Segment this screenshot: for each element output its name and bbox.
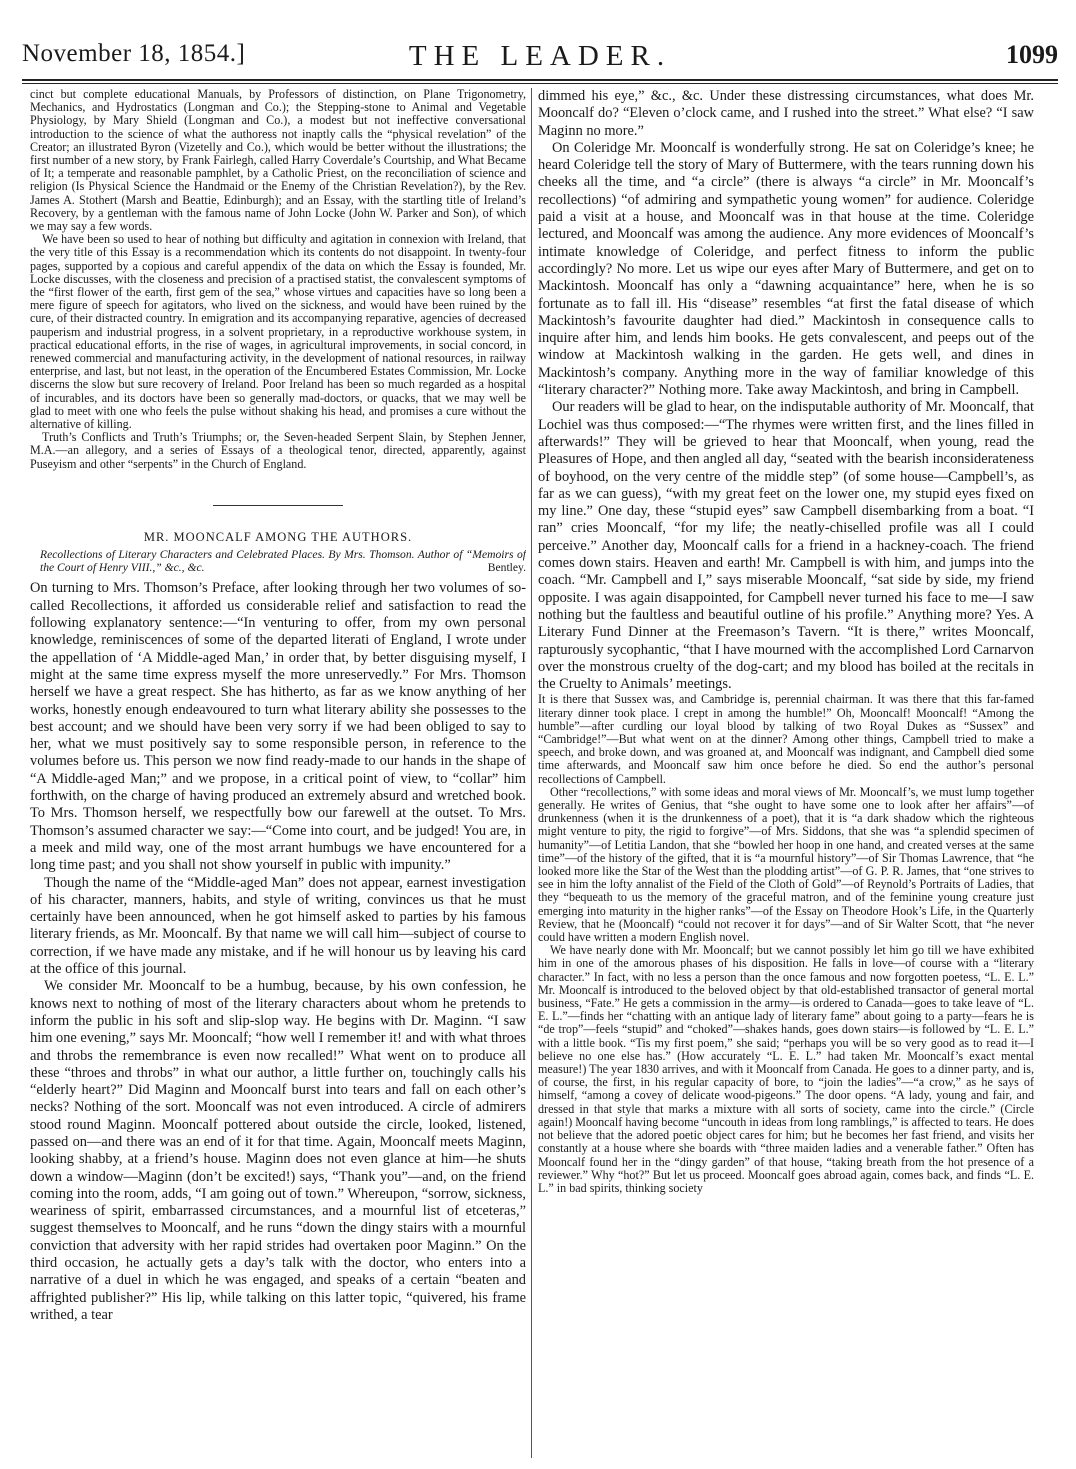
- article-paragraph: We have nearly done with Mr. Mooncalf; but we cannot possibly let him go till we have exhibited him in one of the amorous phases of his disposition. He falls in love—of course with a “literary character.” In fact, with no less a person than the once famous and now forgotten poetess, “L. E. L.” Mr. Mooncalf is introduced to the beloved object by that old-established transactor of general mortal business, “Fate.” He gets a commission in the army—is ordered to Canada—goes to take leave of “L. E. L.”—finds her “chatting with an antique lady of literary fame” about going to a party—fears he is “de trop”—feels “stupid” and “choked”—shakes hands, goes down stairs—is followed by “L. E. L.” with a little book. “Tis my first poem,” she said; “perhaps you will be so very good as to read it—I believe no one else has.” (How accurately “L. E. L.” had taken Mr. Mooncalf’s exact mental measure!) The year 1830 arrives, and with it Mooncalf from Canada. He goes to a dinner party, and is, of course, the first, in his regular capacity of bore, to “join the ladies”—“a crow,” as he says of himself, “among a covey of delicate wood-pigeons.” The door opens. “A lady, young and fair, and dressed in that style that marks a mixture with all sorts of society, came into the circle.” (Circle again!) Mooncalf having become “uncouth in ideas from long ramblings,” is affected to tears. He does not believe that the adored poetic object cares for him; but he becomes her fast friend, and visits her constantly at a house where she boards with “three maiden ladies and a venerable father.” Often has Mooncalf found her in the “dingy garden” of that house, “taking breath from the hot presence of a reviewer.” Why “hot?” But let us proceed. Mooncalf goes abroad again, comes back, and finds “L. E. L.” in bad spirits, thinking society: [538, 943, 1034, 1195]
- review-title-line: Recollections of Literary Characters and Celebrated Places. By Mrs. Thomson. Author of “Memoirs of the Court of Henry VIII.,” &c., &c.: [40, 547, 526, 574]
- review-citation: [30, 549, 526, 575]
- masthead: [22, 38, 1058, 78]
- book-notices: [30, 88, 526, 471]
- notice-paragraph: We have been so used to hear of nothing but difficulty and agitation in connexion with Ireland, that the very title of this Essay is a recommendation which its contents do not disappoint. In twenty-four pages, supported by a copious and careful appendix of the data on which the Essay is founded, Mr. Locke discusses, with the closeness and precision of a practised statist, the convalescent symptoms of the “first flower of the earth, first gem of the sea,” whose virtues and capacities have so long been a mere figure of speech for agitators, who lived on the sickness, and would have been ruined by the cure, of their distracted country. In emigration and its accompanying reparative, agencies of decreased pauperism and industrial progress, in a solvent proprietary, in a reproductive workhouse system, in practical educational efforts, in the rise of wages, in agricultural improvements, in social concord, in renewed commercial and manufacturing activity, in the development of national resources, in railway enterprise, and last, but not least, in the operation of the Encumbered Estates Commission, Mr. Locke discerns the slow but sure recovery of Ireland. Poor Ireland has been so much regarded as a hospital of incurables, and its doctors have been so generally mad-doctors, or quacks, that we may well be glad to meet with one who feels the pulse without shaking his head, and promises a cure without the alternative of killing.: [30, 232, 526, 432]
- article-paragraph: Other “recollections,” with some ideas and moral views of Mr. Mooncalf’s, we must lump together generally. He writes of Genius, that “she ought to have some one to look after her affairs”—of drunkenness (when it is the drunkenness of a poet), that it is “a dark shadow which the righteous might venture to pity, the rigid to forgive”—of Mrs. Siddons, that she was “a splendid specimen of humanity”—of Letitia Landon, that she “bowled her hoop in one hand, and created verses at the same time”—of the history of the gifted, that it is “a mournful history”—of Sir Thomas Lawrence, that “he looked more like the Star of the West than the plodding artist”—of G. P. R. James, that “one strives to see in him the lofty annalist of the Field of the Cloth of Gold”—of Reynold’s Portraits of Ladies, that they “bequeath to us the memory of the graceful matron, and of the feminine young creature just emerging into maturity in the higher ranks”—of the Essay on Theodore Hook’s Life, in the Quarterly Review, that he (Mooncalf) “could not recover it for days”—and of Sir Walter Scott, that “he never could have written a modern English novel.: [538, 784, 1034, 945]
- notice-paragraph: Truth’s Conflicts and Truth’s Triumphs; or, the Seven-headed Serpent Slain, by Stephen Jenner, M.A.—an allegory, and a series of Essays of a theological tenor, directed, apparently, against Puseyism and other “serpents” in the Church of England.: [30, 430, 526, 471]
- article-paragraph: dimmed his eye,” &c., &c. Under these distressing circumstances, what does Mr. Mooncalf do? “Eleven o’clock came, and I rushed into the street.” What else? “I saw Maginn no more.”: [538, 88, 1034, 139]
- page-number: 1099: [1006, 40, 1058, 69]
- article-paragraph: On turning to Mrs. Thomson’s Preface, after looking through her two volumes of so-called Recollections, it afforded us considerable relief and satisfaction to read the following explanatory sentence:—“In venturing to offer, from my own personal knowledge, reminiscences of some of the departed literati of England, I wrote under the appellation of ‘A Middle-aged Man,’ in order that, by better disguising myself, I might at the same time express myself the more unreservedly.” For Mrs. Thomson herself we have a great respect. She has hitherto, as far as we know anything of her works, honestly enough endeavoured to turn what literary ability she possesses to the best account; and we should have been very sorry if we had been obliged to say to her, what we must positively say to some responsible person, in reference to the volumes before us. This person we now find ready-made to our hands in the shape of “A Middle-aged Man;” and we propose, in a critical point of view, to “collar” him forthwith, on the charge of having produced an extremely absurd and wretched book. To Mrs. Thomson herself, we respectfully bow our farewell at the outset. To Mrs. Thomson’s assumed character we say:—“Come into court, and be judged! You are, in a meek and mild way, one of the most arrant humbugs we have encountered for a long time past; and you shall not show yourself in public with impunity.”: [30, 580, 526, 874]
- section-separator: [213, 505, 343, 506]
- masthead-rule-thin: [22, 83, 1058, 84]
- issue-date: November 18, 1854.]: [22, 40, 246, 67]
- article-paragraph: It is there that Sussex was, and Cambridge is, perennial chairman. It was there that this far-famed literary dinner took place. I crept in among the humble!” Oh, Mooncalf! Mooncalf! “Among the humble”—after curdling our loyal blood by talking of two Royal Dukes as “Sussex” and “Cambridge!”—But what went on at the dinner? Among other things, Campbell tried to make a speech, and broke down, and was groaned at, and Mooncalf was indignant, and Campbell died some time afterwards, and Mooncalf saw him once before he died. So end the author’s personal recollections of Campbell.: [538, 692, 1034, 786]
- masthead-rule-thick: [22, 79, 1058, 81]
- column-divider: [531, 88, 532, 1458]
- newspaper-title: THE LEADER.: [408, 40, 672, 72]
- article-body-right: [538, 88, 1034, 693]
- notice-paragraph: cinct but complete educational Manuals, by Professors of distinction, on Plane Trigonometry, Mechanics, and Hydrostatics (Longman and Co.); the Stepping-stone to Animal and Vegetable Physiology, by Mary Shield (Longman and Co.), a modest but not ineffective conversational introduction to the science of what the authoress not inaptly calls the “physical revelation” of the Creator; an illustrated Byron (Vizetelly and Co.), which would be better without the illustrations; the first number of a new story, by Frank Fairlegh, called Harry Coverdale’s Courtship, and What Became of It; a temperate and reasonable pamphlet, by a Catholic Priest, on the reconciliation of science and religion (Is Physical Science the Handmaid or the Enemy of the Christian Revelation?), by the Rev. James A. Stothert (Marsh and Beattie, Edinburgh); and an Essay, with the startling title of Ireland’s Recovery, by a gentleman with the famous name of John Locke (John W. Parker and Son), of which we may say a few words.: [30, 88, 526, 234]
- article-paragraph: We consider Mr. Mooncalf to be a humbug, because, by his own confession, he knows next to nothing of most of the literary characters about whom he pretends to inform the public in his soft and slip-slop way. He begins with Dr. Maginn. “I saw him one evening,” says Mr. Mooncalf; “how well I remember it! and with what throes and throbs the remembrance is even now recalled!” What went on to produce all these “throes and throbs” in what our author, a little further on, touchingly calls his “elderly heart?” Did Maginn and Mooncalf burst into tears and fall on each other’s necks? Nothing of the sort. Mooncalf was not even introduced. A circle of admirers stood round Maginn. Mooncalf pottered about outside the circle, looked, listened, passed on—and there was an end of it for that time. Again, Mooncalf meets Maginn, looking shabby, at a friend’s house. Maginn does not even glance at him—he shuts down a window—Maginn (don’t be excited!) says, “Thank you”—and, on the friend coming into the room, adds, “I am going out of town.” Whereupon, “sorrow, sickness, weariness of spirit, embarrassed circumstances, and a mournful list of etceteras,” suggest themselves to Mooncalf, and he runs “down the dingy stairs with a mournful conviction that adversity with her rapid strides had overtaken poor Maginn.” On the third occasion, he actually gets a day’s talk with the doctor, who enters into a narrative of a duel in which he was engaged, and speaks of a certain “beaten and affrighted publisher?” His lip, while talking on this latter topic, “quivered, his frame writhed, a tear: [30, 978, 526, 1323]
- left-column: [30, 88, 526, 1460]
- article-paragraph: Our readers will be glad to hear, on the indisputable authority of Mr. Mooncalf, that Lochiel was thus composed:—“The rhymes were written first, and the lines filled in afterwards!” They will be grieved to hear that Mooncalf, when young, read the Pleasures of Hope, and then angled all day, “seated with the bearish inconsiderateness of boyhood, on the very centre of the middle step” (of some house—Campbell’s, as far as we can guess), “with my great feet on the lower one, my stupid eyes fixed on my line.” One day, these “stupid eyes” saw Campbell disembarking from a boat. “I ran” cries Mooncalf, “for my life; the neatly-chiselled profile was all I could perceive.” Another day, Mooncalf calls for a friend in a hackney-coach. The friend comes down stairs. Heaven and earth! Mr. Campbell is with him, and jumps into the coach. “Mr. Campbell and I,” says miserable Mooncalf, “sat side by side, my friend opposite. I was again disappointed, for Campbell never turned his face to me—I saw nothing but the faultless and beautiful outline of his profile.” Anything more? Yes. A Literary Fund Dinner at the Freemason’s Tavern. “It is there,” writes Mooncalf, rapturously sycophantic, “that I have mourned with the accomplished Lord Carnarvon over the monstrous cruelty of the dog-cart; and my blood has boiled at the recitals in the Cruelty to Animals’ meetings.: [538, 399, 1034, 693]
- article-paragraph: On Coleridge Mr. Mooncalf is wonderfully strong. He sat on Coleridge’s knee; he heard Coleridge tell the story of Mary of Buttermere, with the tears running down his cheeks all the time, and “a circle” (there is always “a circle” in Mr. Mooncalf’s recollections) “of admiring and sympathetic young women” for audience. Coleridge paid a visit at a house, and Mooncalf was in that house at the time. Coleridge lectured, and Mooncalf was among the audience. Any more evidences of Mooncalf’s intimate knowledge of Coleridge, and perfect fitness to inform the public accordingly? No more. Let us wipe our eyes after Mary of Buttermere, and get on to Mackintosh. Mooncalf has only a “dawning acquaintance” here, when he is so fortunate as to fall ill. His “disease” resembles “at first the fatal disease of which Mackintosh’s favourite daughter had died.” Mackintosh in consequence calls to inquire after him, and lends him books. He gets convalescent, and peeps out of the window at Mackintosh walking in the garden. He gets well, and dines in Mackintosh’s company. Anything more in the way of familiar knowledge of this “literary character?” Nothing more. Take away Mackintosh, and bring in Campbell.: [538, 139, 1034, 399]
- article-heading: MR. MOONCALF AMONG THE AUTHORS.: [143, 529, 413, 544]
- review-publisher: Bentley.: [487, 560, 526, 574]
- article-paragraph: Though the name of the “Middle-aged Man” does not appear, earnest investigation of his character, manners, habits, and style of writing, convinces us that he must certainly have been announced, when he got himself asked to parties by his famous literary friends, as Mr. Mooncalf. By that name we will call him—subject of course to correction, if we have made any mistake, and if he will honour us by leaving his card at the office of this journal.: [30, 874, 526, 978]
- right-column: [538, 88, 1034, 1460]
- article-body-left: [30, 580, 526, 1324]
- article-body-small: [538, 693, 1034, 1195]
